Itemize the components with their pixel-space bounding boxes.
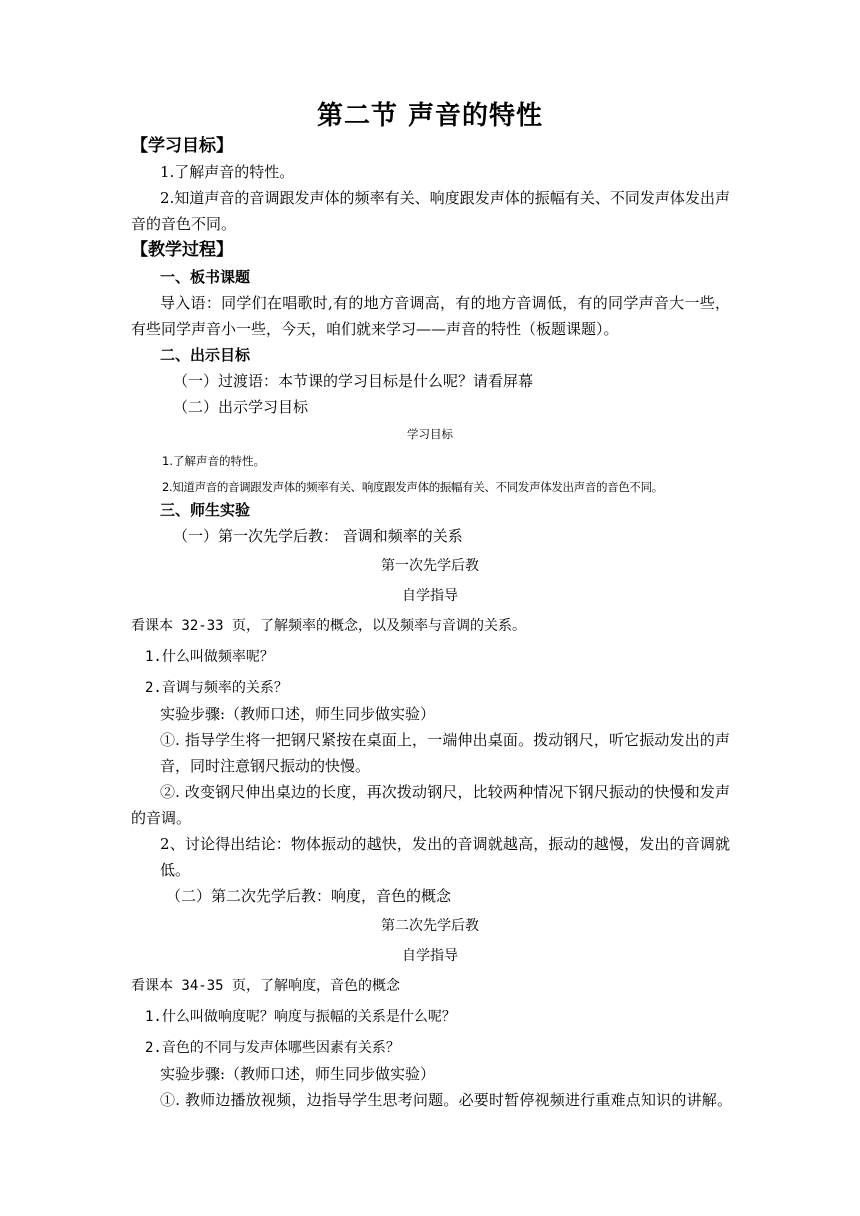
part3-heading: 三、师生实验 (160, 501, 251, 519)
second-read-instruction: 看课本 34-35 页，了解响度，音色的概念 (131, 978, 401, 994)
second-center-title: 第二次先学后教 (381, 918, 479, 934)
steps-label-2: 实验步骤:（教师口述，师生同步做实验） (160, 1065, 436, 1083)
step1-line1: ①. 指导学生将一把钢尺紧按在桌面上，一端伸出桌面。拨动钢尺，听它振动发出的声 (160, 731, 730, 749)
second-center-subtitle: 自学指导 (402, 948, 458, 964)
first-center-subtitle: 自学指导 (402, 588, 458, 604)
second-question-1: 1.什么叫做响度呢？响度与振幅的关系是什么呢？ (145, 1009, 456, 1025)
step2-line1: ②. 改变钢尺伸出桌边的长度，再次拨动钢尺，比较两种情况下钢尺振动的快慢和发声 (160, 783, 730, 801)
process-heading: 【教学过程】 (131, 240, 233, 260)
page-title: 第二节 声音的特性 (316, 101, 544, 131)
part2-heading: 二、出示目标 (160, 346, 251, 364)
objective-2-line2: 音的音色不同。 (131, 215, 237, 233)
first-read-instruction: 看课本 32-33 页，了解频率的概念，以及频率与音调的关系。 (131, 618, 526, 634)
first-question-1: 1.什么叫做频率呢？ (145, 649, 274, 665)
step3-line1: ①. 教师边播放视频，边指导学生思考问题。必要时暂停视频进行重难点知识的讲解。 (160, 1091, 732, 1109)
first-center-title: 第一次先学后教 (381, 558, 479, 574)
intro-line2: 有些同学声音小一些，今天，咱们就来学习——声音的特性（板题课题）。 (131, 320, 619, 338)
objectives-heading: 【学习目标】 (131, 136, 233, 156)
part2-item2: （二）出示学习目标 (173, 398, 309, 416)
conclusion-line1: 2、讨论得出结论：物体振动的越快，发出的音调就越高，振动的越慢，发出的音调就 (160, 835, 730, 853)
part1-heading: 一、板书课题 (160, 268, 251, 286)
slide-item2: 2.知道声音的音调跟发声体的频率有关、响度跟发声体的振幅有关、不同发声体发出声音的音色不同。 (162, 480, 663, 494)
step2-line2: 的音调。 (131, 809, 192, 827)
slide-title: 学习目标 (407, 427, 453, 441)
first-question-2: 2.音调与频率的关系？ (145, 680, 288, 696)
slide-item1: 1.了解声音的特性。 (162, 454, 265, 468)
second-question-2: 2.音色的不同与发声体哪些因素有关系？ (145, 1040, 400, 1056)
objective-1: 1.了解声音的特性。 (160, 163, 295, 181)
conclusion-line2: 低。 (160, 861, 191, 879)
part3-sub2: （二）第二次先学后教：响度，音色的概念 (166, 887, 452, 905)
step1-line2: 音，同时注意钢尺振动的快慢。 (160, 757, 371, 775)
steps-label-1: 实验步骤:（教师口述，师生同步做实验） (160, 705, 436, 723)
objective-2-line1: 2.知道声音的音调跟发声体的频率有关、响度跟发声体的振幅有关、不同发声体发出声 (160, 189, 730, 207)
intro-line1: 导入语：同学们在唱歌时,有的地方音调高，有的地方音调低，有的同学声音大一些， (160, 294, 730, 312)
part2-item1: （一）过渡语：本节课的学习目标是什么呢？请看屏幕 (173, 372, 534, 390)
part3-sub1: （一）第一次先学后教： 音调和频率的关系 (173, 527, 463, 545)
